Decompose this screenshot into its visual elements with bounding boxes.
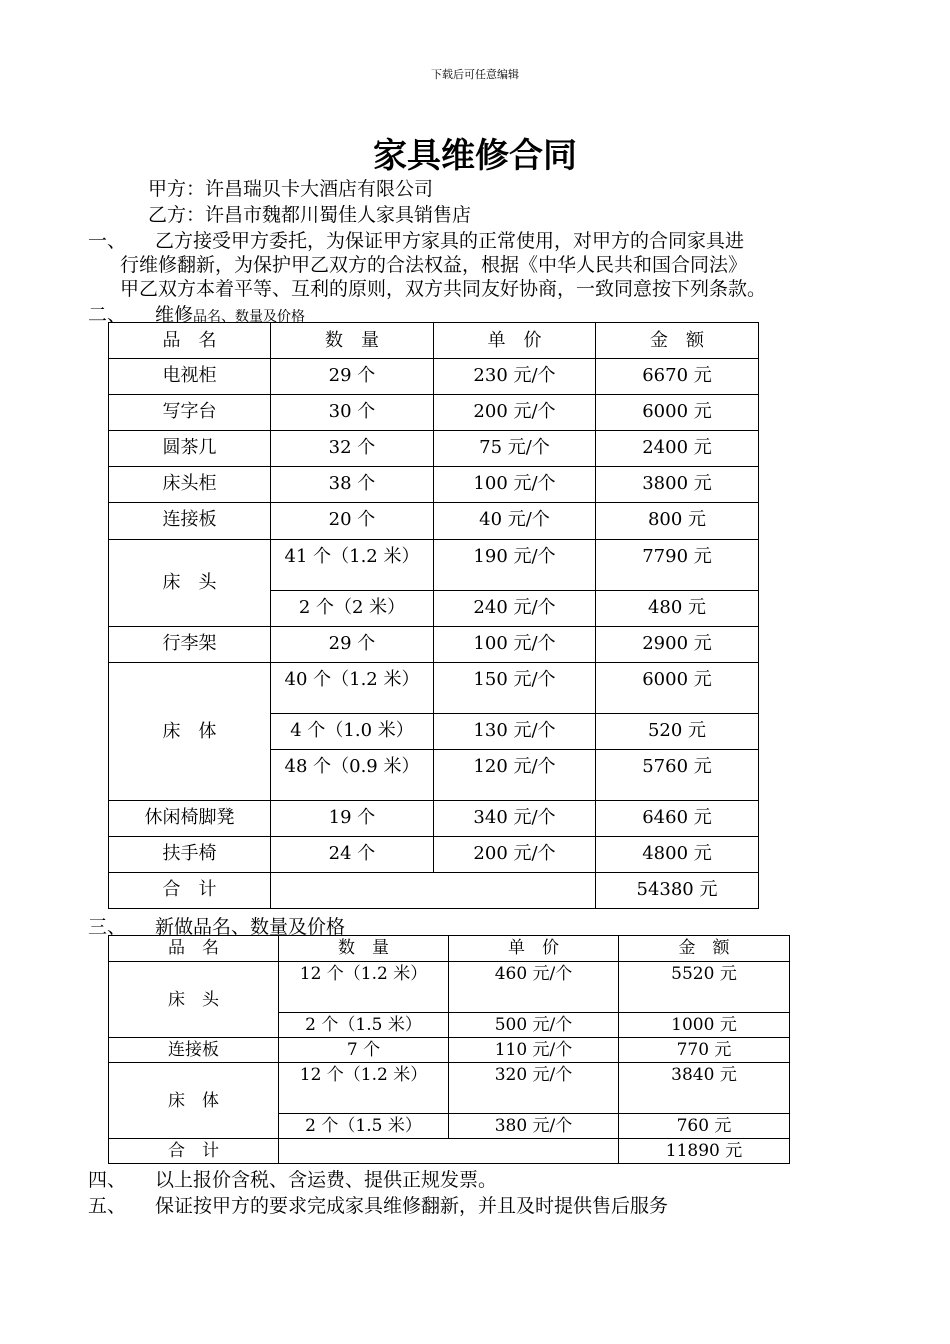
item-qty: 32 个 xyxy=(271,431,434,467)
item-qty: 12 个（1.2 米） xyxy=(279,1063,449,1114)
item-name: 床 体 xyxy=(109,1063,279,1139)
item-price: 200 元/个 xyxy=(434,837,596,873)
total-label: 合 计 xyxy=(109,873,271,909)
table-row xyxy=(109,837,759,873)
item-qty: 19 个 xyxy=(271,801,434,837)
item-name: 写字台 xyxy=(109,395,271,431)
item-qty: 29 个 xyxy=(271,359,434,395)
item-name: 连接板 xyxy=(109,503,271,540)
section-2-number: 二、 xyxy=(88,304,127,326)
item-qty: 4 个（1.0 米） xyxy=(271,714,434,750)
header-price: 单 价 xyxy=(434,323,596,359)
item-price: 100 元/个 xyxy=(434,627,596,663)
total-amount: 11890 元 xyxy=(619,1139,790,1164)
item-amount: 5520 元 xyxy=(619,962,790,1013)
item-amount: 2900 元 xyxy=(596,627,759,663)
table-row xyxy=(109,962,790,1013)
item-name: 床头柜 xyxy=(109,467,271,503)
item-qty: 12 个（1.2 米） xyxy=(279,962,449,1013)
header-name: 品 名 xyxy=(109,936,279,962)
item-price: 150 元/个 xyxy=(434,663,596,714)
item-qty: 29 个 xyxy=(271,627,434,663)
item-price: 100 元/个 xyxy=(434,467,596,503)
section-4-number: 四、 xyxy=(88,1169,127,1191)
item-qty: 38 个 xyxy=(271,467,434,503)
item-amount: 480 元 xyxy=(596,591,759,627)
section-2-title-main: 维修 xyxy=(155,304,194,326)
item-qty: 7 个 xyxy=(279,1038,449,1063)
party-b: 乙方：许昌市魏都川蜀佳人家具销售店 xyxy=(148,204,472,226)
table-row xyxy=(109,503,759,540)
total-empty-cell xyxy=(279,1139,619,1164)
item-qty: 41 个（1.2 米） xyxy=(271,540,434,591)
item-amount: 5760 元 xyxy=(596,750,759,801)
table-row xyxy=(109,663,759,714)
table-row xyxy=(109,627,759,663)
header-qty: 数 量 xyxy=(279,936,449,962)
table-total-row xyxy=(109,1139,790,1164)
item-name: 扶手椅 xyxy=(109,837,271,873)
table-total-row xyxy=(109,873,759,909)
item-name: 行李架 xyxy=(109,627,271,663)
item-qty: 48 个（0.9 米） xyxy=(271,750,434,801)
total-amount: 54380 元 xyxy=(596,873,759,909)
table-row xyxy=(109,431,759,467)
item-name: 电视柜 xyxy=(109,359,271,395)
item-qty: 2 个（1.5 米） xyxy=(279,1114,449,1139)
item-price: 40 元/个 xyxy=(434,503,596,540)
item-price: 500 元/个 xyxy=(449,1013,619,1038)
repair-table xyxy=(108,322,759,909)
item-price: 380 元/个 xyxy=(449,1114,619,1139)
header-amount: 金 额 xyxy=(619,936,790,962)
item-amount: 3800 元 xyxy=(596,467,759,503)
table-row xyxy=(109,1063,790,1114)
item-price: 190 元/个 xyxy=(434,540,596,591)
item-qty: 2 个（1.5 米） xyxy=(279,1013,449,1038)
item-price: 130 元/个 xyxy=(434,714,596,750)
new-items-table xyxy=(108,935,790,1164)
item-amount: 6460 元 xyxy=(596,801,759,837)
item-amount: 770 元 xyxy=(619,1038,790,1063)
page-title: 家具维修合同 xyxy=(373,136,577,176)
header-amount: 金 额 xyxy=(596,323,759,359)
item-price: 75 元/个 xyxy=(434,431,596,467)
table-row xyxy=(109,395,759,431)
item-name: 休闲椅脚凳 xyxy=(109,801,271,837)
header-price: 单 价 xyxy=(449,936,619,962)
item-qty: 40 个（1.2 米） xyxy=(271,663,434,714)
item-qty: 20 个 xyxy=(271,503,434,540)
item-amount: 2400 元 xyxy=(596,431,759,467)
item-name: 床 体 xyxy=(109,663,271,801)
section-1-line-1: 乙方接受甲方委托，为保证甲方家具的正常使用，对甲方的合同家具进 xyxy=(155,230,745,252)
table-row xyxy=(109,1038,790,1063)
table-row xyxy=(109,801,759,837)
item-price: 460 元/个 xyxy=(449,962,619,1013)
item-amount: 760 元 xyxy=(619,1114,790,1139)
item-price: 200 元/个 xyxy=(434,395,596,431)
item-amount: 520 元 xyxy=(596,714,759,750)
item-name: 圆茶几 xyxy=(109,431,271,467)
item-price: 120 元/个 xyxy=(434,750,596,801)
section-1-line-3: 甲乙双方本着平等、互利的原则，双方共同友好协商，一致同意按下列条款。 xyxy=(120,278,767,300)
item-amount: 800 元 xyxy=(596,503,759,540)
section-1-number: 一、 xyxy=(88,230,127,252)
total-label: 合 计 xyxy=(109,1139,279,1164)
section-5-number: 五、 xyxy=(88,1195,127,1217)
table-row xyxy=(109,359,759,395)
item-price: 230 元/个 xyxy=(434,359,596,395)
total-empty-cell xyxy=(271,873,596,909)
item-amount: 6670 元 xyxy=(596,359,759,395)
table-row xyxy=(109,467,759,503)
item-name: 床 头 xyxy=(109,962,279,1038)
section-5-text: 保证按甲方的要求完成家具维修翻新，并且及时提供售后服务 xyxy=(155,1195,669,1217)
header-name: 品 名 xyxy=(109,323,271,359)
section-3-title: 新做品名、数量及价格 xyxy=(155,916,346,938)
table-header-row xyxy=(109,323,759,359)
item-amount: 1000 元 xyxy=(619,1013,790,1038)
item-qty: 24 个 xyxy=(271,837,434,873)
item-name: 连接板 xyxy=(109,1038,279,1063)
item-amount: 6000 元 xyxy=(596,395,759,431)
item-amount: 7790 元 xyxy=(596,540,759,591)
section-3-number: 三、 xyxy=(88,916,127,938)
section-2-title-sub: 品名、数量及价格 xyxy=(193,309,306,325)
table-row xyxy=(109,540,759,591)
section-1-line-2: 行维修翻新，为保护甲乙双方的合法权益，根据《中华人民共和国合同法》 xyxy=(120,254,748,276)
item-price: 320 元/个 xyxy=(449,1063,619,1114)
item-amount: 4800 元 xyxy=(596,837,759,873)
item-price: 340 元/个 xyxy=(434,801,596,837)
item-price: 110 元/个 xyxy=(449,1038,619,1063)
party-a: 甲方：许昌瑞贝卡大酒店有限公司 xyxy=(148,178,434,200)
item-qty: 2 个（2 米） xyxy=(271,591,434,627)
item-qty: 30 个 xyxy=(271,395,434,431)
header-qty: 数 量 xyxy=(271,323,434,359)
item-name: 床 头 xyxy=(109,540,271,627)
header-note: 下载后可任意编辑 xyxy=(431,68,519,81)
item-amount: 6000 元 xyxy=(596,663,759,714)
item-price: 240 元/个 xyxy=(434,591,596,627)
section-4-text: 以上报价含税、含运费、提供正规发票。 xyxy=(155,1169,498,1191)
item-amount: 3840 元 xyxy=(619,1063,790,1114)
table-header-row xyxy=(109,936,790,962)
